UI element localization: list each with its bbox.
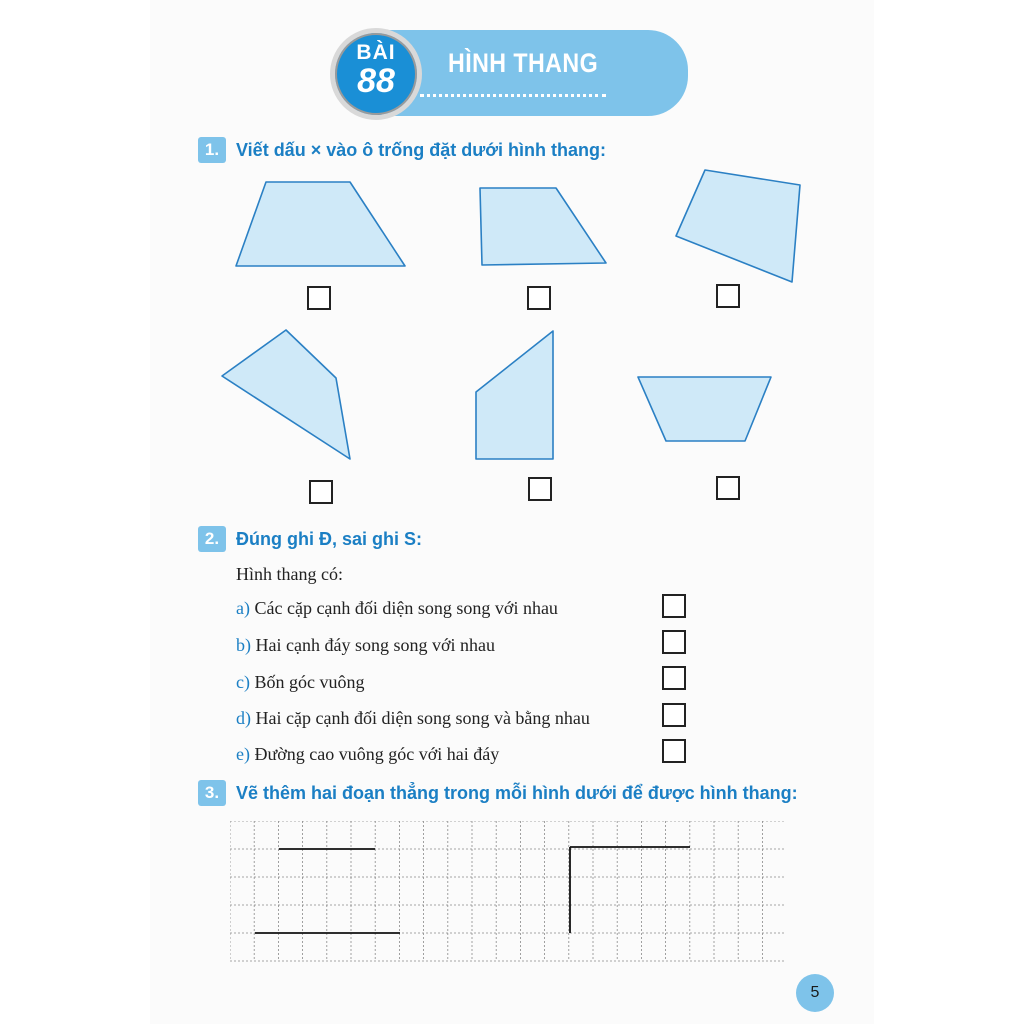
answer-box-a[interactable] xyxy=(662,594,686,618)
shape-6-inverted-trapezoid xyxy=(638,377,771,441)
answer-box-shape-5[interactable] xyxy=(528,477,552,501)
statement-letter: d) xyxy=(236,708,251,728)
grid-lines xyxy=(230,821,785,961)
section-2-heading xyxy=(198,526,422,552)
statement-text: Bốn góc vuông xyxy=(254,672,365,692)
answer-box-b[interactable] xyxy=(662,630,686,654)
section-2-intro: Hình thang có: xyxy=(236,564,343,584)
section-1-number: 1. xyxy=(198,137,226,163)
statement-letter: c) xyxy=(236,672,250,692)
statement-b xyxy=(236,635,495,656)
statement-a xyxy=(236,598,558,619)
shape-3-quadrilateral xyxy=(676,170,800,282)
answer-box-shape-6[interactable] xyxy=(716,476,740,500)
answer-box-shape-3[interactable] xyxy=(716,284,740,308)
answer-box-shape-1[interactable] xyxy=(307,286,331,310)
statement-c xyxy=(236,672,364,693)
shape-5-right-trapezoid xyxy=(476,331,553,459)
section-2-number: 2. xyxy=(198,526,226,552)
statement-text: Đường cao vuông góc với hai đáy xyxy=(254,744,500,764)
section-1-instruction: Viết dấu × vào ô trống đặt dưới hình thang: xyxy=(236,139,607,160)
statement-text: Hai cặp cạnh đối diện song song và bằng nhau xyxy=(255,708,590,728)
statement-letter: a) xyxy=(236,598,250,618)
answer-box-shape-2[interactable] xyxy=(527,286,551,310)
answer-box-d[interactable] xyxy=(662,703,686,727)
statement-letter: e) xyxy=(236,744,250,764)
statement-text: Hai cạnh đáy song song với nhau xyxy=(255,635,495,655)
shape-1-trapezoid xyxy=(236,182,405,266)
section-3-instruction: Vẽ thêm hai đoạn thẳng trong mỗi hình dưới để được hình thang: xyxy=(236,782,798,803)
shape-2-right-trapezoid xyxy=(480,188,606,265)
answer-box-c[interactable] xyxy=(662,666,686,690)
answer-box-e[interactable] xyxy=(662,739,686,763)
statement-letter: b) xyxy=(236,635,251,655)
drawing-grid[interactable] xyxy=(230,821,788,963)
page-number: 5 xyxy=(796,974,834,1012)
lesson-word: BÀI xyxy=(356,41,396,64)
section-2-instruction: Đúng ghi Đ, sai ghi S: xyxy=(236,528,422,549)
lesson-title: HÌNH THANG xyxy=(448,48,599,78)
given-segments xyxy=(255,847,690,933)
section-3-number: 3. xyxy=(198,780,226,806)
statement-text: Các cặp cạnh đối diện song song với nhau xyxy=(254,598,558,618)
section-3-heading xyxy=(198,780,798,806)
shape-4-quadrilateral xyxy=(222,330,350,459)
statement-e xyxy=(236,744,499,765)
statement-d xyxy=(236,708,590,729)
answer-box-shape-4[interactable] xyxy=(309,480,333,504)
lesson-number: 88 xyxy=(357,62,395,100)
